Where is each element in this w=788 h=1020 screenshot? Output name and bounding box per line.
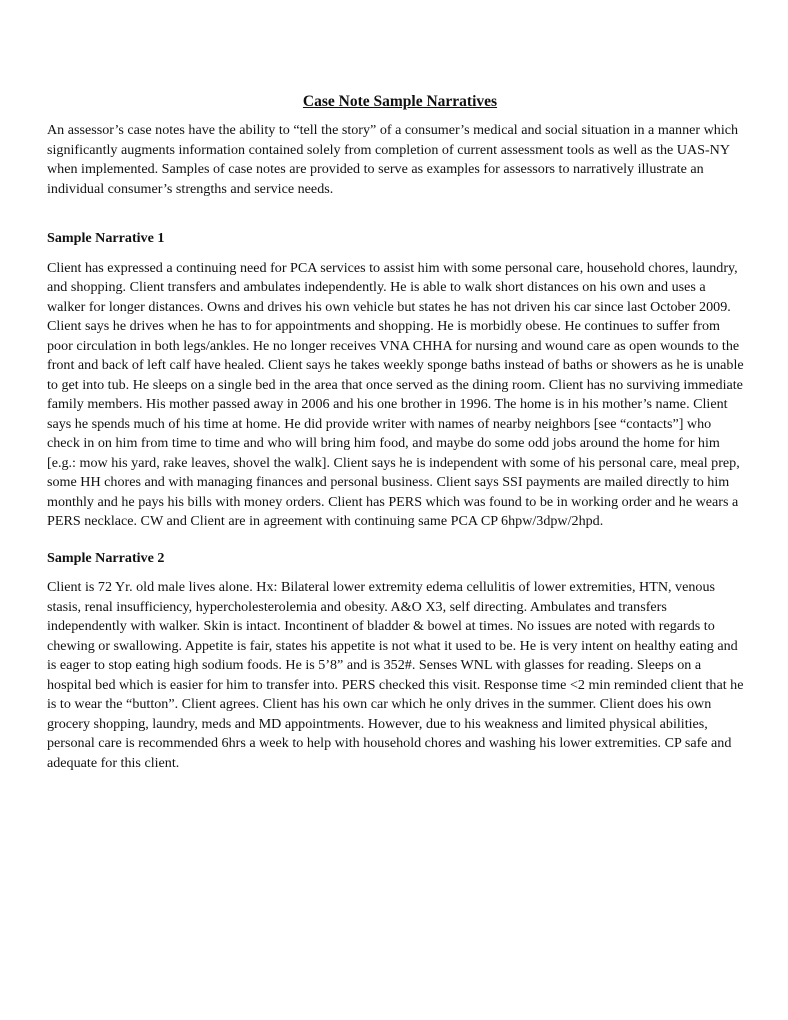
intro-paragraph: An assessor’s case notes have the ability to “tell the story” of a consumer’s medical and social situation in a manner which significantly augments information contained solely from completion of current assessment tools as well as the UAS-NY when implemented. Samples of case notes are provided to serve as examples for assessors to narratively illustrate an individual consumer’s strengths and service needs. bbox=[47, 122, 739, 197]
document-page bbox=[47, 92, 747, 773]
section-body-narrative-2: Client is 72 Yr. old male lives alone. Hx: Bilateral lower extremity edema cellulitis of lower extremities, HTN, venous stasis, renal insufficiency, hypercholesterolemia and obesity. A&O X3, self directing. Ambulates and transfers independently with walker. Skin is intact. Incontinent of bladder & bowel at times. No issues are noted with regards to chewing or swallowing. Appetite is fair, states his appetite is not what it used to be. He is very intent on healthy eating and is eager to stop eating high sodium foods. He is 5’8” and is 352#. Senses WNL with glasses for reading. Sleeps on a hospital bed which is easier for him to transfer into. PERS checked this visit. Response time <2 min reminded client that he is to wear the “button”. Client agrees. Client has his own car which he only drives in the summer. Client does his own grocery shopping, laundry, meds and MD appointments. However, due to his weakness and limited physical abilities, personal care is recommended 6hrs a week to help with household chores and washing his lower extremities. CP safe and adequate for this client. bbox=[47, 579, 744, 771]
section-body-narrative-1: Client has expressed a continuing need for PCA services to assist him with some personal care, household chores, laundry, and shopping. Client transfers and ambulates independently. He is able to walk short distances on his own and uses a walker for longer distances. Owns and drives his own vehicle but states he has not driven his car since last October 2009. Client says he drives when he has to for appointments and shopping. He is morbidly obese. He continues to suffer from poor circulation in both legs/ankles. He no longer receives VNA CHHA for nursing and wound care as open wounds to the front and back of left calf have healed. Client says he takes weekly sponge baths instead of baths or showers as he is unable to get into tub. He sleeps on a single bed in the area that once served as the dining room. Client has no surviving immediate family members. His mother passed away in 2006 and his one brother in 1996. The home is in his mother’s name. Client says he spends much of his time at home. He did provide writer with names of nearby neighbors [see “contacts”] who check in on him from time to time and who will bring him food, and maybe do some odd jobs around the home for him [e.g.: mow his yard, rake leaves, shovel the walk]. Client says he is independent with some of his personal care, meal prep, some HH chores and with managing finances and personal business. Client says SSI payments are mailed directly to him monthly and he pays his bills with money orders. Client has PERS which was found to be in working order and he wears a PERS necklace. CW and Client are in agreement with continuing same PCA CP 6hpw/3dpw/2hpd. bbox=[47, 259, 744, 529]
section-heading-narrative-1: Sample Narrative 1 bbox=[47, 230, 165, 246]
section-heading-narrative-2: Sample Narrative 2 bbox=[47, 549, 165, 566]
document-title: Case Note Sample Narratives bbox=[302, 93, 498, 110]
